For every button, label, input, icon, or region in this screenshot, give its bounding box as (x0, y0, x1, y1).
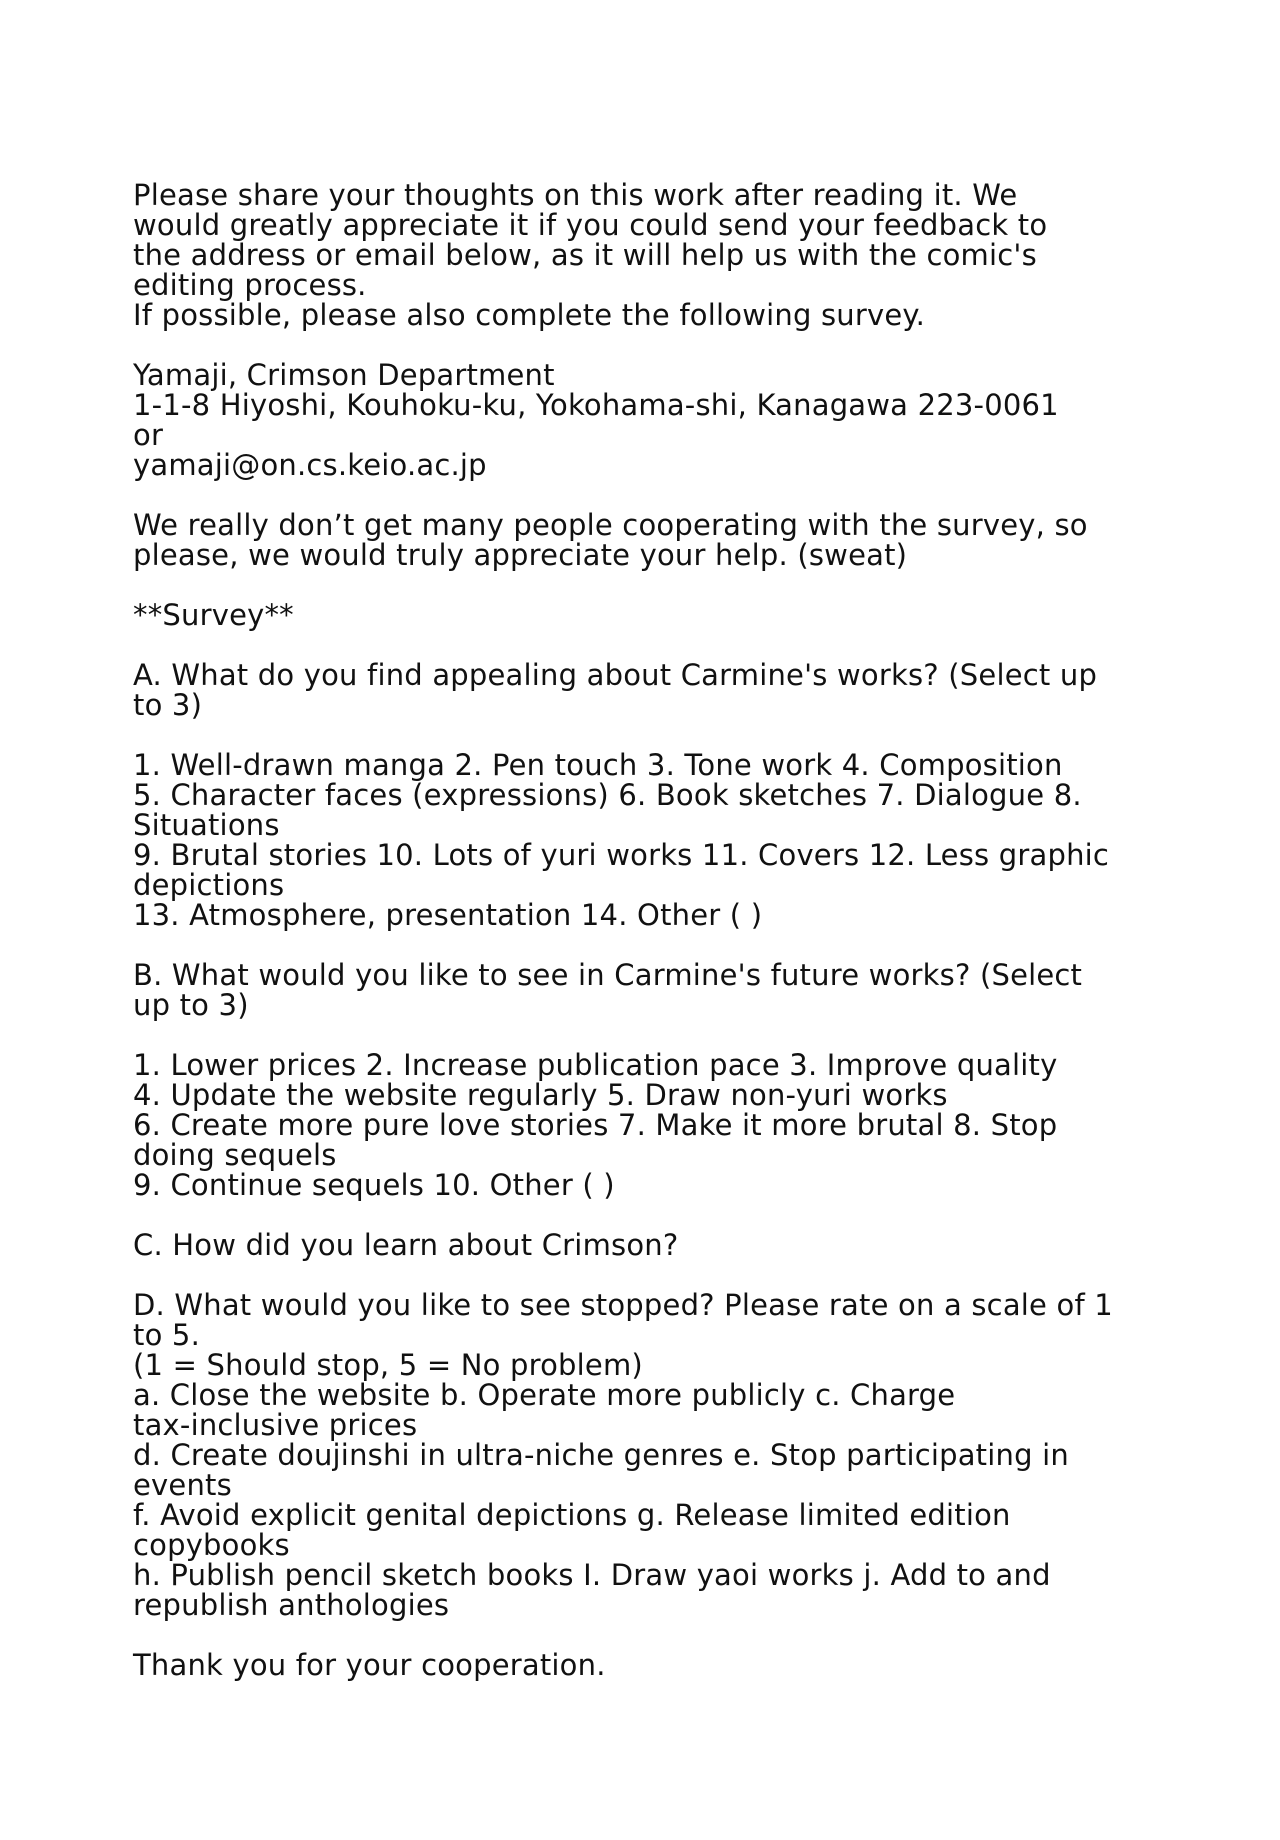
intro-line: If possible, please also complete the following survey. (133, 298, 926, 332)
question-a-option-line: Situations (133, 808, 280, 842)
spacer (133, 480, 1173, 510)
spacer (133, 1200, 1173, 1230)
address-or: or (133, 418, 164, 452)
question-d (133, 1290, 1173, 1620)
survey-text-block (133, 180, 1173, 1680)
question-a-prompt: to 3) (133, 688, 203, 722)
question-a (133, 660, 1173, 930)
question-a-option-line: 13. Atmosphere, presentation 14. Other ( ) (133, 898, 763, 932)
question-d-option-line: republish anthologies (133, 1588, 450, 1622)
appeal-line: We really don’t get many people cooperating with the survey, so (133, 508, 1088, 542)
address-name: Yamaji, Crimson Department (133, 358, 555, 392)
question-d-option-line: h. Publish pencil sketch books I. Draw yaoi works j. Add to and (133, 1558, 1051, 1592)
appeal-line: please, we would truly appreciate your help. (sweat) (133, 538, 908, 572)
question-b-option-line: 4. Update the website regularly 5. Draw non-yuri works (133, 1078, 948, 1112)
question-b-option-line: 9. Continue sequels 10. Other ( ) (133, 1168, 615, 1202)
intro-line: editing process. (133, 268, 367, 302)
address-email: yamaji@on.cs.keio.ac.jp (133, 448, 487, 482)
question-a-option-line: depictions (133, 868, 285, 902)
survey-heading: **Survey** (133, 598, 294, 632)
spacer (133, 1620, 1173, 1650)
question-a-option-line: 9. Brutal stories 10. Lots of yuri works 11. Covers 12. Less graphic (133, 838, 1110, 872)
spacer (133, 720, 1173, 750)
question-a-prompt: A. What do you find appealing about Carmine's works? (Select up (133, 658, 1098, 692)
question-a-option-line: 5. Character faces (expressions) 6. Book sketches 7. Dialogue 8. (133, 778, 1082, 812)
question-d-scale: (1 = Should stop, 5 = No problem) (133, 1348, 643, 1382)
question-b-option-line: 1. Lower prices 2. Increase publication pace 3. Improve quality (133, 1048, 1058, 1082)
question-d-option-line: a. Close the website b. Operate more publicly c. Charge (133, 1378, 956, 1412)
intro-paragraph (133, 180, 1173, 330)
question-c-prompt: C. How did you learn about Crimson? (133, 1228, 679, 1262)
address-street: 1-1-8 Hiyoshi, Kouhoku-ku, Yokohama-shi, Kanagawa 223-0061 (133, 388, 1059, 422)
question-d-option-line: tax-inclusive prices (133, 1408, 418, 1442)
question-d-prompt: D. What would you like to see stopped? Please rate on a scale of 1 (133, 1288, 1113, 1322)
question-d-option-line: d. Create doujinshi in ultra-niche genres e. Stop participating in (133, 1438, 1069, 1472)
spacer (133, 570, 1173, 600)
question-d-option-line: f. Avoid explicit genital depictions g. Release limited edition (133, 1498, 1011, 1532)
question-b-prompt: up to 3) (133, 988, 249, 1022)
closing-text: Thank you for your cooperation. (133, 1648, 606, 1682)
spacer (133, 630, 1173, 660)
question-d-prompt: to 5. (133, 1318, 201, 1352)
spacer (133, 330, 1173, 360)
question-d-option-line: copybooks (133, 1528, 290, 1562)
appeal-paragraph (133, 510, 1173, 570)
question-b-option-line: 6. Create more pure love stories 7. Make it more brutal 8. Stop (133, 1108, 1058, 1142)
question-d-option-line: events (133, 1468, 232, 1502)
intro-line: would greatly appreciate it if you could send your feedback to (133, 208, 1048, 242)
intro-line: Please share your thoughts on this work after reading it. We (133, 178, 1018, 212)
question-b (133, 960, 1173, 1200)
spacer (133, 930, 1173, 960)
question-b-option-line: doing sequels (133, 1138, 337, 1172)
address-block (133, 360, 1173, 480)
question-c (133, 1230, 1173, 1260)
spacer (133, 1260, 1173, 1290)
spacer (133, 1020, 1173, 1050)
question-b-prompt: B. What would you like to see in Carmine's future works? (Select (133, 958, 1083, 992)
question-a-option-line: 1. Well-drawn manga 2. Pen touch 3. Tone work 4. Composition (133, 748, 1063, 782)
intro-line: the address or email below, as it will help us with the comic's (133, 238, 1037, 272)
